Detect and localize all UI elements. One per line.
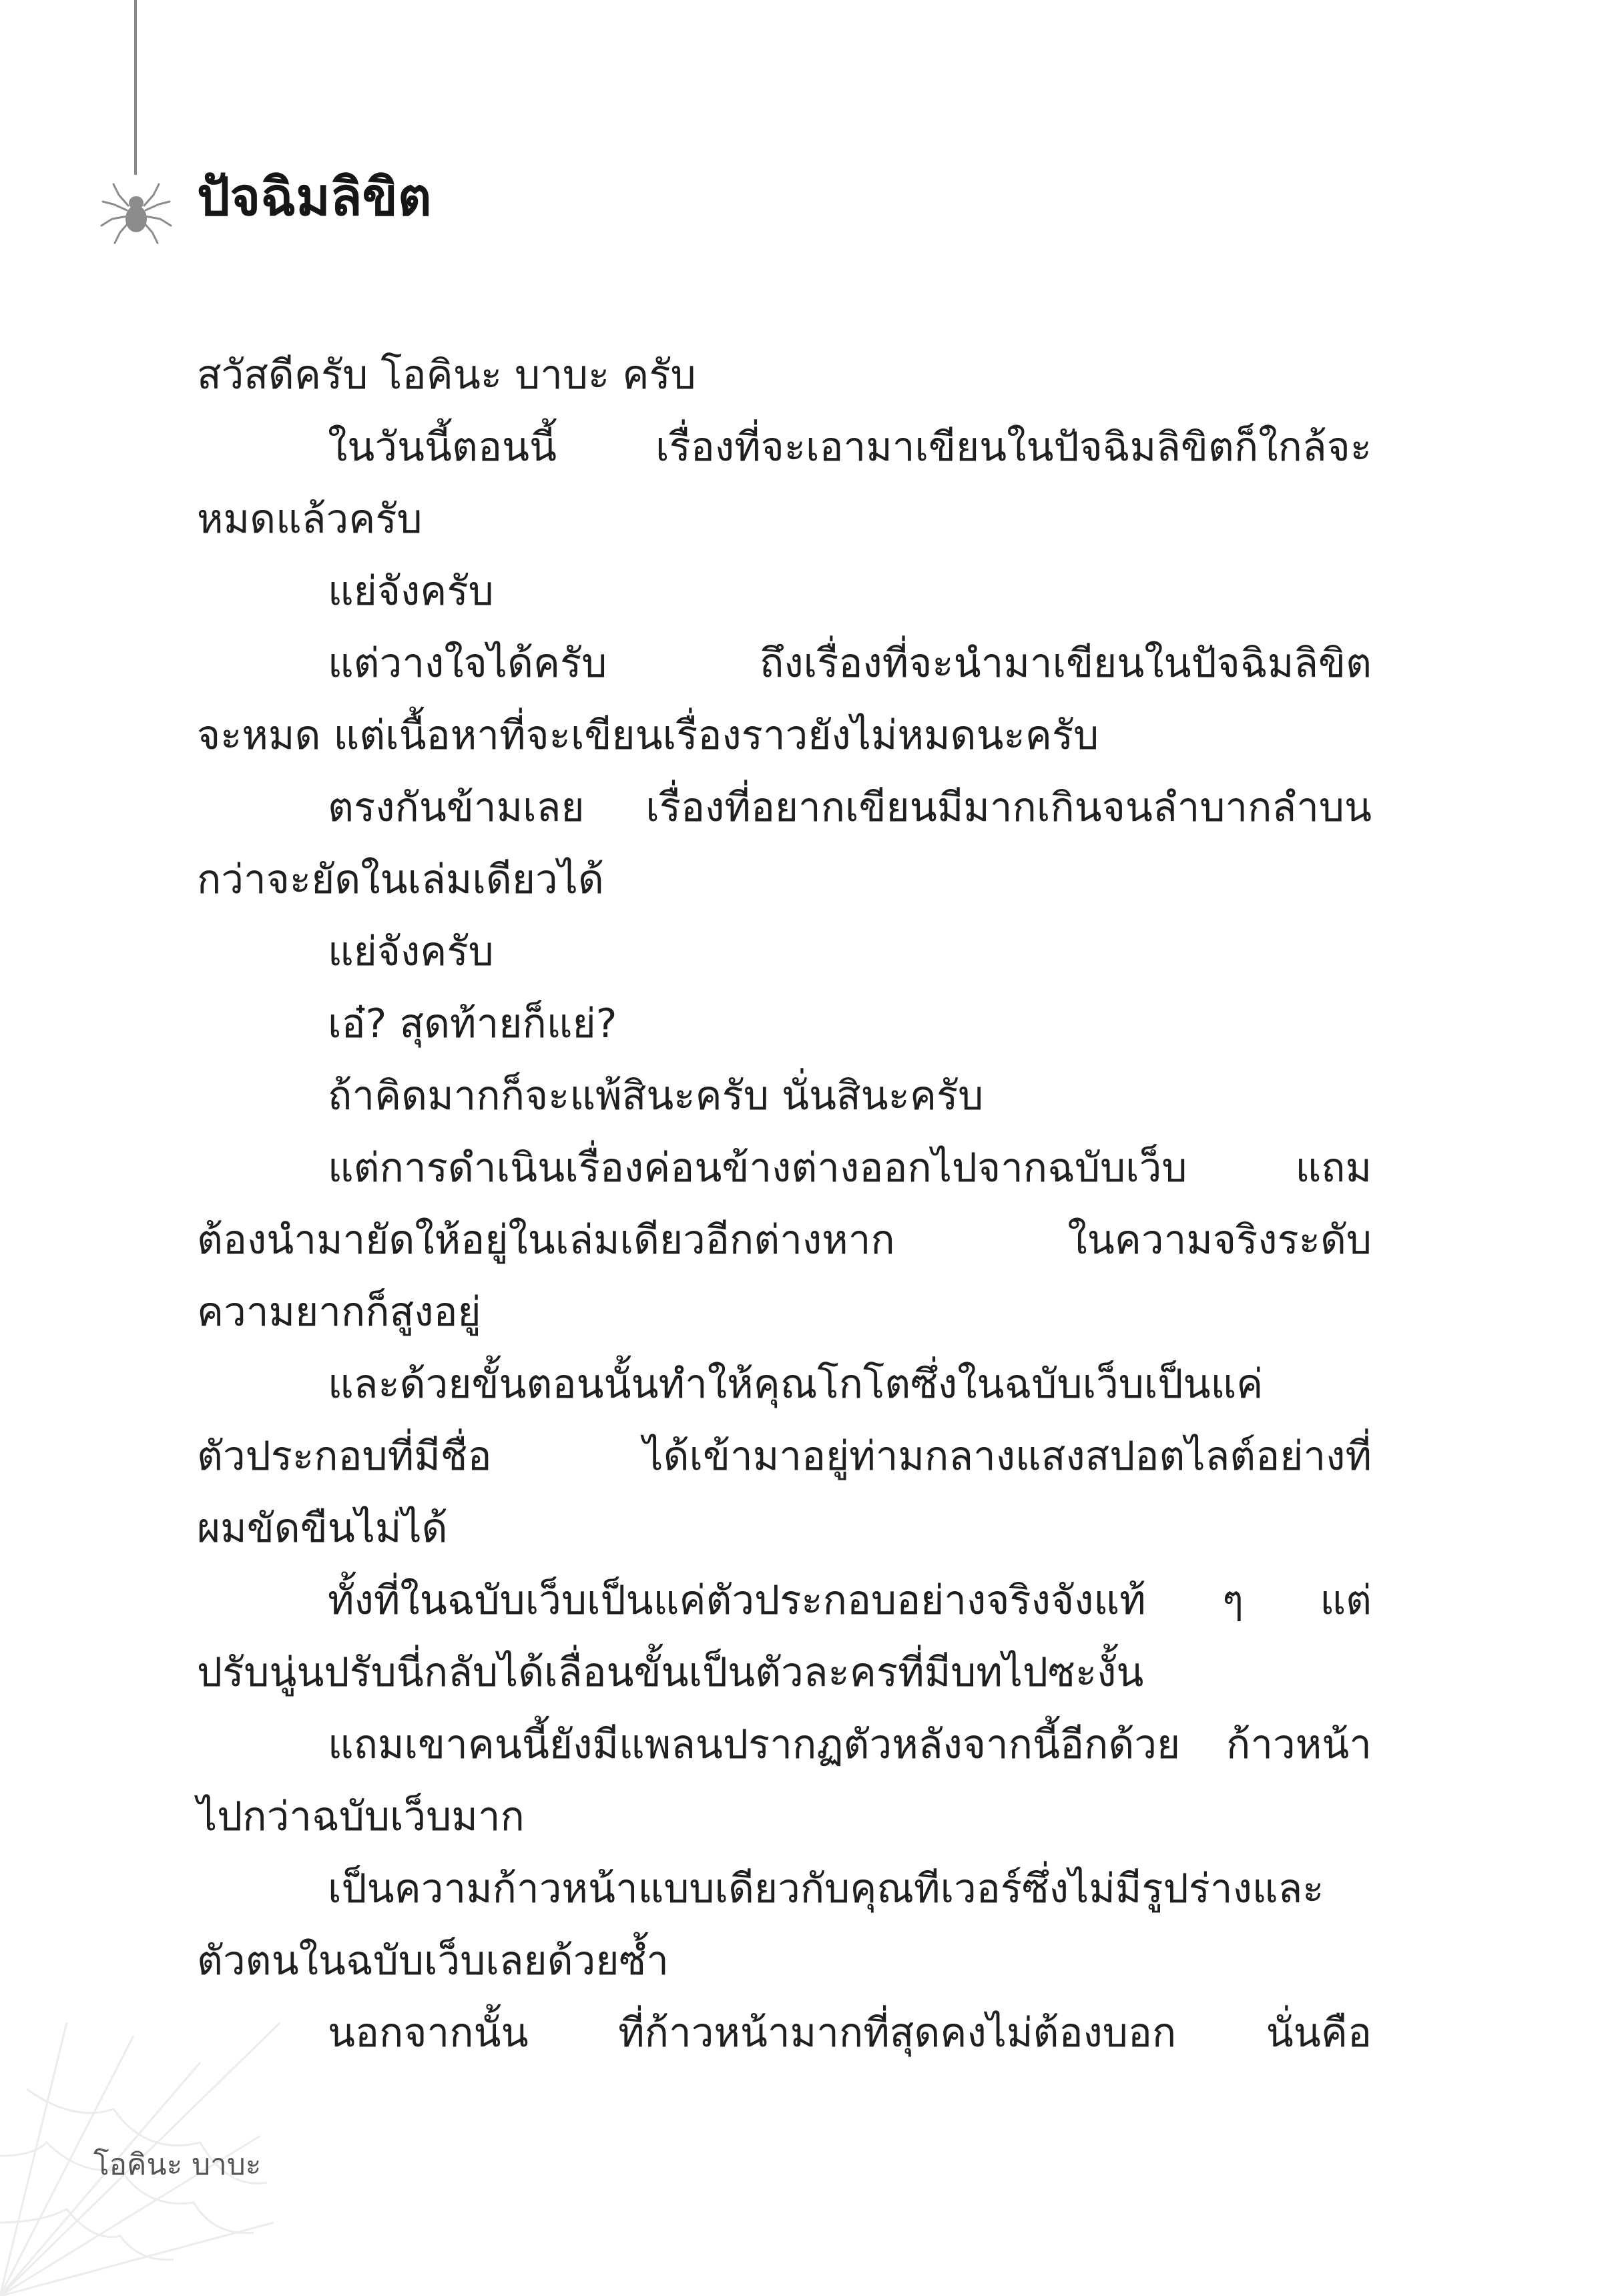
paragraph-line: ตรงกันข้ามเลย เรื่องที่อยากเขียนมีมากเกินจนลำบากลำบน: [328, 784, 1372, 831]
paragraph-line: แต่วางใจได้ครับ ถึงเรื่องที่จะนำมาเขียนในปัจฉิมลิขิต: [328, 640, 1372, 687]
spider-thread: [134, 0, 137, 175]
paragraph-line: ถ้าคิดมากก็จะแพ้สินะครับ นั่นสินะครับ: [328, 1073, 984, 1119]
paragraph-line: เอ๋? สุดท้ายก็แย่?: [328, 1000, 617, 1047]
paragraph-line: ในวันนี้ตอนนี้ เรื่องที่จะเอามาเขียนในปัจฉิมลิขิตก็ใกล้จะ: [328, 424, 1372, 471]
paragraph-line: ผมขัดขืนไม่ได้: [197, 1505, 448, 1552]
paragraph-line: ไปกว่าฉบับเว็บมาก: [197, 1793, 525, 1840]
paragraph-line: แย่จังครับ: [328, 928, 494, 975]
paragraph-line: ความยากก็สูงอยู่: [197, 1289, 481, 1336]
paragraph-line: หมดแล้วครับ: [197, 496, 423, 543]
spider-icon: [99, 179, 174, 247]
paragraph-line: ตัวตนในฉบับเว็บเลยด้วยซ้ำ: [197, 1938, 669, 1984]
paragraph-line: ทั้งที่ในฉบับเว็บเป็นแค่ตัวประกอบอย่างจริงจังแท้ ๆ แต่: [328, 1577, 1372, 1624]
paragraph-line: ปรับนู่นปรับนี่กลับได้เลื่อนขั้นเป็นตัวละครที่มีบทไปซะงั้น: [197, 1649, 1144, 1696]
paragraph-line: แต่การดำเนินเรื่องค่อนข้างต่างออกไปจากฉบับเว็บ แถม: [328, 1145, 1372, 1191]
body-text: [197, 339, 1372, 2069]
paragraph-line: แถมเขาคนนี้ยังมีแพลนปรากฏตัวหลังจากนี้อีกด้วย ก้าวหน้า: [328, 1721, 1372, 1768]
paragraph-line: ต้องนำมายัดให้อยู่ในเล่มเดียวอีกต่างหาก ในความจริงระดับ: [197, 1217, 1372, 1263]
paragraph-line: และด้วยขั้นตอนนั้นทำให้คุณโกโตซึ่งในฉบับเว็บเป็นแค่: [328, 1361, 1264, 1408]
paragraph-line: สวัสดีครับ โอคินะ บาบะ ครับ: [197, 352, 696, 398]
paragraph-line: กว่าจะยัดในเล่มเดียวได้: [197, 856, 604, 903]
paragraph-line: จะหมด แต่เนื้อหาที่จะเขียนเรื่องราวยังไม่หมดนะครับ: [197, 712, 1099, 759]
paragraph-line: ตัวประกอบที่มีชื่อ ได้เข้ามาอยู่ท่ามกลางแสงสปอตไลต์อย่างที่: [197, 1433, 1372, 1480]
paragraph-line: แย่จังครับ: [328, 568, 494, 615]
paragraph-line: เป็นความก้าวหน้าแบบเดียวกับคุณทีเวอร์ซึ่งไม่มีรูปร่างและ: [328, 1866, 1324, 1912]
paragraph-line: นอกจากนั้น ที่ก้าวหน้ามากที่สุดคงไม่ต้องบอก นั่นคือ: [328, 2010, 1372, 2056]
chapter-title: ปัจฉิมลิขิต: [197, 168, 432, 228]
footer-author: โอคินะ บาบะ: [93, 2148, 262, 2182]
